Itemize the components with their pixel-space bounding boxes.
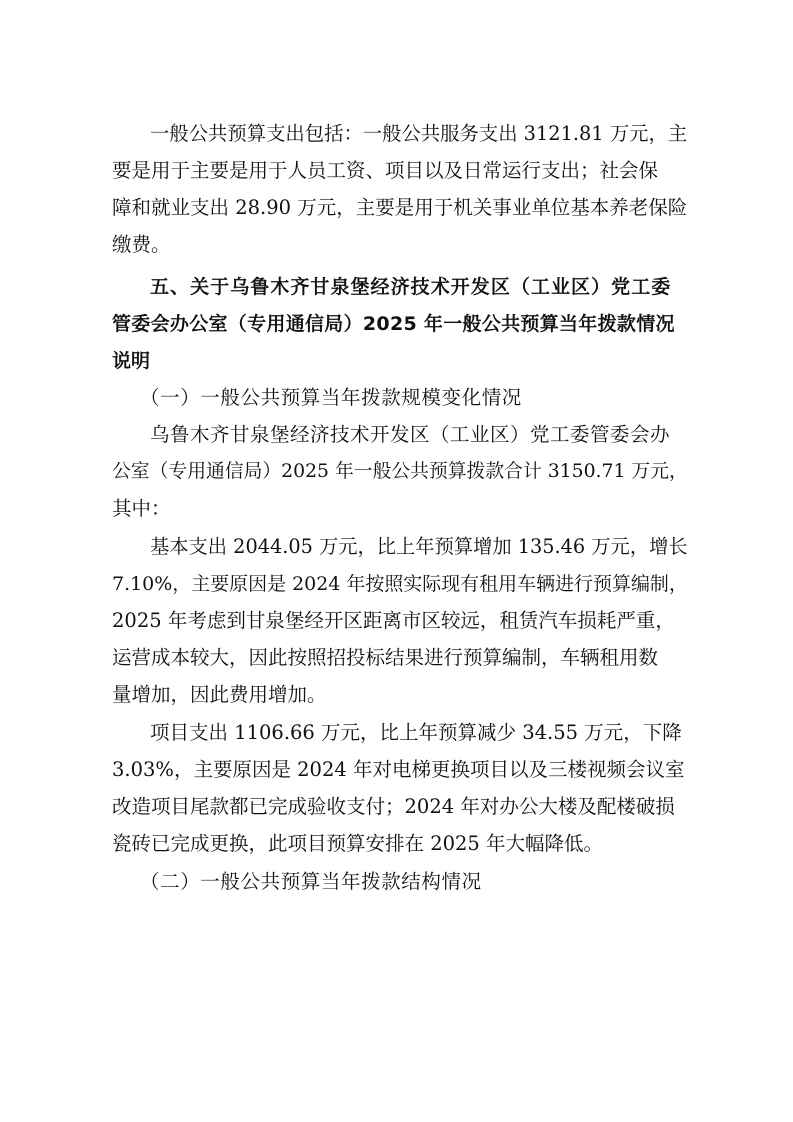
paragraph-line: 改造项目尾款都已完成验收支付；2024 年对办公大楼及配楼破损: [112, 795, 675, 818]
paragraph-line: 缴费。: [112, 233, 171, 256]
paragraph-line: 障和就业支出 28.90 万元，主要是用于机关事业单位基本养老保险: [112, 196, 688, 219]
paragraph-line: 3.03%，主要原因是 2024 年对电梯更换项目以及三楼视频会议室: [112, 758, 685, 781]
paragraph-line: 其中：: [112, 497, 171, 520]
paragraph-line: 瓷砖已完成更换，此项目预算安排在 2025 年大幅降低。: [112, 832, 604, 855]
section-heading-line: 说明: [112, 350, 151, 372]
subsection-heading: （二）一般公共预算当年拨款结构情况: [140, 870, 482, 893]
paragraph-line: 量增加，因此费用增加。: [112, 683, 327, 706]
paragraph-line: 公室（专用通信局）2025 年一般公共预算拨款合计 3150.71 万元，: [112, 461, 688, 482]
section-heading-line: 管委会办公室（专用通信局）2025 年一般公共预算当年拨款情况: [112, 313, 675, 335]
paragraph-line: 基本支出 2044.05 万元，比上年预算增加 135.46 万元，增长: [150, 535, 688, 558]
paragraph-line: 项目支出 1106.66 万元，比上年预算减少 34.55 万元，下降: [150, 721, 682, 744]
paragraph-line: 一般公共预算支出包括：一般公共服务支出 3121.81 万元，主: [150, 122, 688, 145]
section-heading-line: 五、关于乌鲁木齐甘泉堡经济技术开发区（工业区）党工委: [150, 276, 672, 298]
paragraph-line: 7.10%，主要原因是 2024 年按照实际现有租用车辆进行预算编制，: [112, 573, 688, 595]
paragraph-line: 2025 年考虑到甘泉堡经开区距离市区较远，租赁汽车损耗严重，: [112, 609, 675, 632]
subsection-heading: （一）一般公共预算当年拨款规模变化情况: [140, 386, 522, 409]
paragraph-line: 乌鲁木齐甘泉堡经济技术开发区（工业区）党工委管委会办: [150, 423, 671, 446]
paragraph-line: 运营成本较大，因此按照招投标结果进行预算编制，车辆租用数: [112, 646, 659, 669]
paragraph-line: 要是用于主要是用于人员工资、项目以及日常运行支出；社会保: [112, 159, 659, 182]
